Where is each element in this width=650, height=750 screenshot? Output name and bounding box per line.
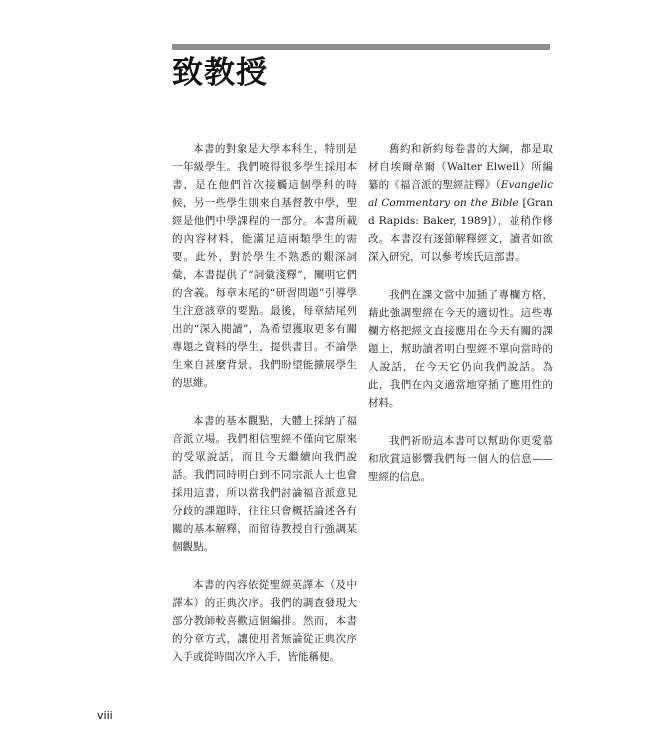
outline-text-before: 舊約和新約每卷書的大綱，都是取材自埃爾韋爾（Walter Elwell）所編纂的《福音派的聖經註釋》（	[368, 143, 553, 191]
paragraph-prayer: 我們祈盼這本書可以幫助你更愛慕和欣賞這影響我們每一個人的信息——聖經的信息。	[368, 435, 553, 483]
paragraph-order: 本書的內容依從聖經英譯本（及中譯本）的正典次序。我們的調查發現大部分教師較喜歡這個編排。然而，本書的分章方式，讓使用者無論從正典次序入手或從時間次序入手，皆能稱便。	[172, 579, 357, 663]
left-column	[172, 140, 357, 686]
book-title-italic: Evangelical Commentary on the Bible	[368, 179, 553, 209]
paragraph-sidebars: 我們在課文當中加插了專欄方格，藉此強調聖經在今天的適切性。這些專欄方格把經文直接應用在今天有關的課題上，幫助讀者明白聖經不單向當時的人說話，在今天它仍向我們說話。為此，我們在內文適當地穿插了應用性的材料。	[368, 289, 553, 409]
page-number: viii	[97, 709, 113, 722]
page-title: 致教授	[172, 55, 268, 91]
paragraph-audience: 本書的對象是大學本科生，特別是一年級學生。我們曉得很多學生採用本書，是在他們首次接觸這個學科的時候，另一些學生則來自基督教中學，聖經是他們中學課程的一部分。本書所載的內容材料，能滿足這兩類學生的需要。此外，對於學生不熟悉的艱深詞彙，本書提供了“詞彙淺釋”，闡明它們的含義。每章末尾的“研習問題”引導學生注意該章的要點。最後，每章結尾列出的“深入閱讀”，為希望獲取更多有關專題之資料的學生，提供書目。不論學生來自甚麼背景，我們盼望能擴展學生的思維。	[172, 143, 357, 389]
paragraph-outline	[368, 140, 553, 266]
top-rule	[172, 44, 550, 50]
outline-text-after: [Grand Rapids: Baker, 1989]），並稍作修改。本書沒有逐節解釋經文，讀者如欲深入研究，可以參考埃氏這部書。	[368, 197, 553, 263]
paragraph-viewpoint: 本書的基本觀點，大體上採納了福音派立場。我們相信聖經不僅向它原來的受眾說話，而且今天繼續向我們說話。我們同時明白到不同宗派人士也會採用這書，所以當我們討論福音派意見分歧的課題時，往往只會概括論述各有關的基本解釋，而留待教授自行強調某個觀點。	[172, 415, 357, 553]
right-column	[368, 140, 553, 506]
